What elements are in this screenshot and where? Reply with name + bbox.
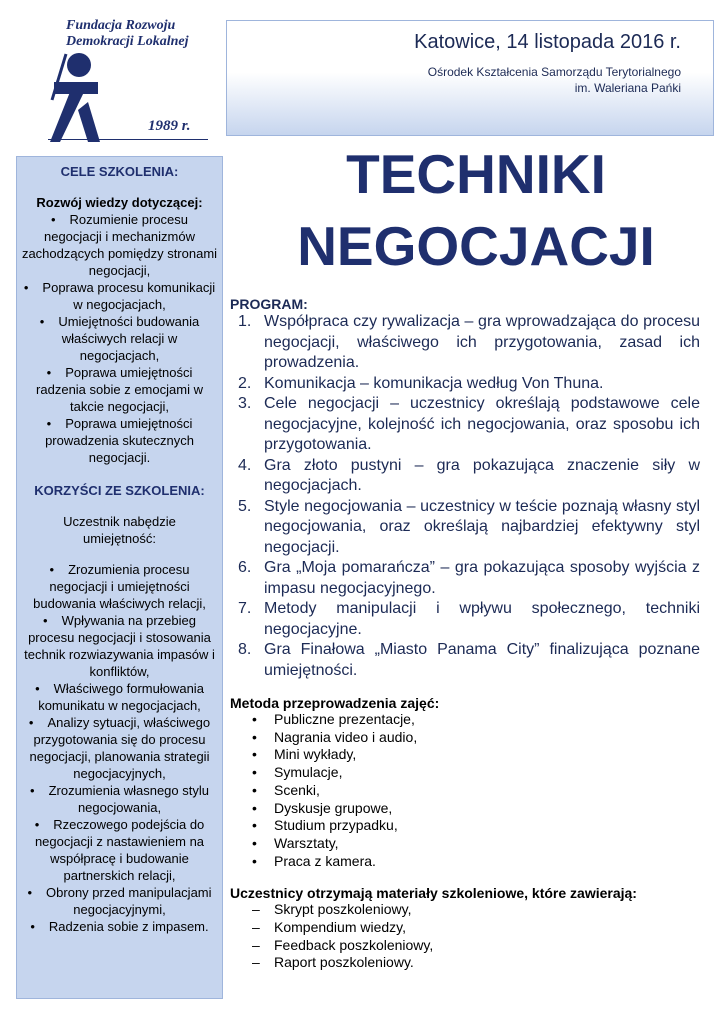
method-item [230,711,700,729]
method-item-text: Nagrania video i audio, [274,728,418,745]
dash-icon: – [252,919,260,936]
program-item-text: Gra Finałowa „Miasto Panama City” finalizująca poznane umiejętności. [264,641,700,679]
benefit-item: • Obrony przed manipulacjami negocjacyjnymi, [17,884,222,918]
bullet-icon: • [252,852,257,869]
benefit-item: • Zrozumienia własnego stylu negocjowania, [17,782,222,816]
program-item-number: 7. [238,600,252,617]
person-figure-logo-icon [48,50,108,146]
program-item [230,456,700,497]
method-item [230,817,700,835]
bullet-icon: • [252,728,257,745]
materials-title: Uczestnicy otrzymają materiały szkoleniowe, które zawierają: [230,885,637,902]
material-item [230,937,700,955]
materials-list [230,901,700,972]
methods-list [230,711,700,870]
program-item-text: Metody manipulacji i wpływu społecznego, techniki negocjacyjne. [264,600,700,638]
benefits-intro: Uczestnik nabędzie umiejętność: [63,514,176,546]
founding-year: 1989 r. [148,118,191,134]
goal-item: • Rozumienie procesu negocjacji i mechanizmów zachodzących pomiędzy stronami negocjacji, [17,211,222,279]
program-item-number: 4. [238,456,252,474]
institution-name: Ośrodek Kształcenia Samorządu Terytorialnego [427,65,681,79]
program-item-number: 8. [238,641,252,658]
main-content [230,296,700,972]
method-item [230,853,700,871]
program-item-text: Cele negocjacji – uczestnicy określają podstawowe cele negocjacyjne, kolejność ich negocjowania, oraz sposobu ich przygotowania. [264,395,700,453]
program-list [230,312,700,681]
program-item [230,497,700,559]
org-name-line2: Demokracji Lokalnej [66,34,189,49]
program-item [230,640,700,681]
goals-list [17,211,222,466]
method-item-text: Publiczne prezentacje, [274,711,415,727]
org-name [66,18,189,50]
title-line2: NEGOCJACJI [297,215,655,277]
method-item [230,729,700,747]
sidebar-panel [16,156,223,999]
benefit-item: • Wpływania na przebieg procesu negocjacji i stosowania technik rozwiazywania impasów i konfliktów, [17,612,222,680]
method-item [230,764,700,782]
method-item [230,746,700,764]
method-item [230,800,700,818]
bullet-icon: • [252,764,257,781]
program-item-number: 2. [238,374,252,392]
goal-item: • Umiejętności budowania właściwych relacji w negocjacjach, [17,313,222,364]
method-item [230,835,700,853]
program-item-number: 1. [238,313,252,330]
program-item-text: Współpraca czy rywalizacja – gra wprowadzająca do procesu negocjacji, właściwego ich przygotowania, zasad ich prowadzenia. [264,313,700,371]
program-item-number: 5. [238,497,252,515]
page-title [236,138,716,282]
bullet-icon: • [252,817,257,834]
bullet-icon: • [252,834,257,851]
program-item [230,312,700,374]
bullet-icon: • [252,746,257,763]
program-label: PROGRAM: [230,296,308,312]
program-item-text: Style negocjowania – uczestnicy w teście poznają własny styl negocjowania, oraz określają najbardziej efektywny styl negocjacji. [264,497,700,556]
material-item [230,919,700,937]
goals-title: CELE SZKOLENIA: [60,164,179,179]
logo-divider [48,139,208,140]
goal-item: • Poprawa umiejętności prowadzenia skutecznych negocjacji. [17,415,222,466]
program-item [230,374,700,395]
dash-icon: – [252,901,260,918]
benefits-title: KORZYŚCI ZE SZKOLENIA: [34,483,205,498]
program-item-text: Komunikacja – komunikacja według Von Thuna. [264,374,604,392]
institution-patron: im. Waleriana Pańki [574,81,681,95]
program-item-text: Gra złoto pustyni – gra pokazująca znaczenie siły w negocjacjach. [264,456,700,494]
program-item-number: 6. [238,559,252,576]
goals-subtitle: Rozwój wiedzy dotyczącej: [36,195,203,210]
methods-title: Metoda przeprowadzenia zajęć: [230,695,440,711]
goal-item: • Poprawa procesu komunikacji w negocjacjach, [17,279,222,313]
benefit-item: • Zrozumienia procesu negocjacji i umiejętności budowania właściwych relacji, [17,561,222,612]
title-line1: TECHNIKI [346,143,606,205]
benefit-item: • Radzenia sobie z impasem. [17,918,222,935]
document-date: Katowice, 14 listopada 2016 r. [414,31,681,53]
benefit-item: • Rzeczowego podejścia do negocjacji z nastawieniem na współpracę i budowanie partnerskich relacji, [17,816,222,884]
bullet-icon: • [252,711,257,727]
program-item-text: Gra „Moja pomarańcza” – gra pokazująca sposoby wyjścia z impasu negocjacyjnego. [264,559,700,597]
program-item [230,558,700,599]
material-item-text: Feedback poszkoleniowy, [274,936,434,953]
material-item-text: Skrypt poszkoleniowy, [274,901,412,918]
method-item-text: Mini wykłady, [274,746,357,763]
header-box [226,20,714,136]
foundation-logo [48,14,208,140]
material-item-text: Kompendium wiedzy, [274,919,407,936]
goal-item: • Poprawa umiejętności radzenia sobie z emocjami w takcie negocjacji, [17,364,222,415]
org-name-line1: Fundacja Rozwoju [66,18,176,33]
material-item [230,901,700,919]
material-item [230,954,700,972]
program-item [230,599,700,640]
bullet-icon: • [252,781,257,798]
method-item-text: Praca z kamera. [274,852,376,869]
benefit-item: • Właściwego formułowania komunikatu w negocjacjach, [17,680,222,714]
material-item-text: Raport poszkoleniowy. [274,954,414,971]
method-item-text: Warsztaty, [274,834,339,851]
program-item-number: 3. [238,395,252,412]
benefit-item: • Analizy sytuacji, właściwego przygotowania się do procesu negocjacji, planowania strategii negocjacyjnych, [17,714,222,782]
dash-icon: – [252,936,260,953]
dash-icon: – [252,954,260,971]
method-item-text: Scenki, [274,781,320,798]
program-item [230,394,700,456]
benefits-list [17,561,222,935]
method-item-text: Studium przypadku, [274,817,398,834]
bullet-icon: • [252,799,257,816]
method-item-text: Symulacje, [274,764,343,781]
method-item [230,782,700,800]
method-item-text: Dyskusje grupowe, [274,799,393,816]
